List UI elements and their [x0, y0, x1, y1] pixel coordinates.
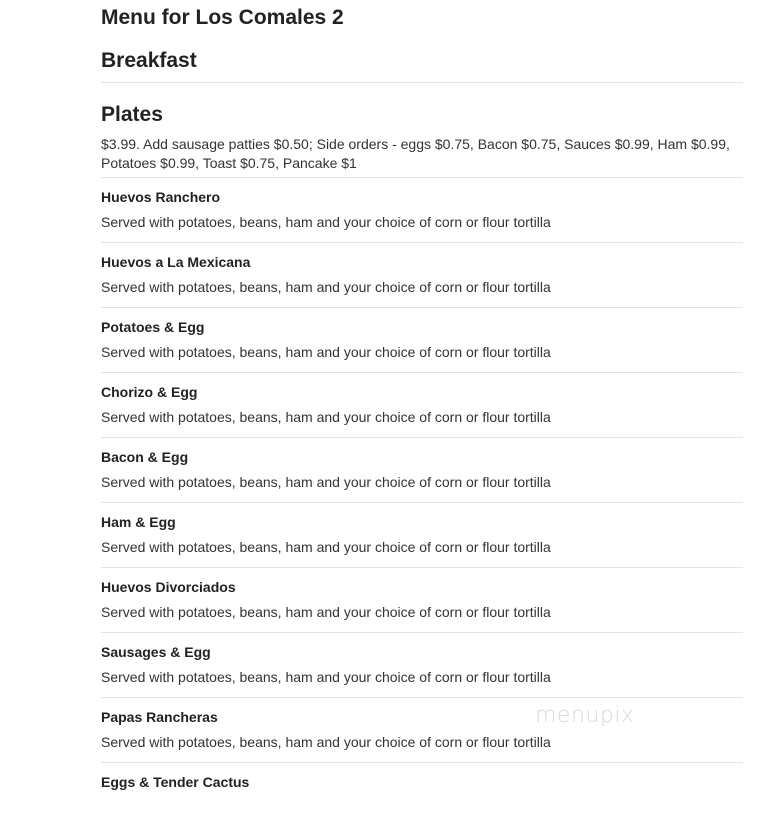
watermark-logo: menupix [535, 703, 635, 728]
menu-item [101, 242, 743, 307]
menu-item-description: Served with potatoes, beans, ham and your choice of corn or flour tortilla [101, 539, 551, 555]
menu-item [101, 502, 743, 567]
menu-item-description: Served with potatoes, beans, ham and your choice of corn or flour tortilla [101, 214, 551, 230]
menu-item [101, 567, 743, 632]
menu-item-description: Served with potatoes, beans, ham and your choice of corn or flour tortilla [101, 734, 551, 750]
menu-item-list [101, 177, 743, 827]
subsection-description: $3.99. Add sausage patties $0.50; Side orders - eggs $0.75, Bacon $0.75, Sauces $0.99, Ham $0.99, Potatoes $0.99, Toast $0.75, Pancake $1 [101, 136, 730, 171]
menu-item-name: Huevos a La Mexicana [101, 254, 251, 270]
menu-item [101, 697, 743, 762]
menu-item-description: Served with potatoes, beans, ham and your choice of corn or flour tortilla [101, 279, 551, 295]
menu-item-name: Bacon & Egg [101, 449, 189, 465]
menu-item-name: Chorizo & Egg [101, 384, 198, 400]
menu-item-name: Huevos Divorciados [101, 579, 236, 595]
section-divider [101, 82, 743, 83]
menu-item [101, 307, 743, 372]
menu-item-description: Served with potatoes, beans, ham and your choice of corn or flour tortilla [101, 604, 551, 620]
menu-item-name: Potatoes & Egg [101, 319, 205, 335]
menu-item-name: Huevos Ranchero [101, 189, 221, 205]
menu-item [101, 632, 743, 697]
menu-item [101, 372, 743, 437]
menu-item-description: Served with potatoes, beans, ham and your choice of corn or flour tortilla [101, 409, 551, 425]
section-title-breakfast: Breakfast [101, 49, 197, 72]
menu-item [101, 177, 743, 242]
menu-item-description: Served with potatoes, beans, ham and your choice of corn or flour tortilla [101, 669, 551, 685]
menu-item-name: Eggs & Tender Cactus [101, 774, 250, 790]
page-title: Menu for Los Comales 2 [101, 6, 344, 29]
menu-item [101, 762, 743, 827]
menu-item-name: Sausages & Egg [101, 644, 211, 660]
menu-item-description: Served with potatoes, beans, ham and your choice of corn or flour tortilla [101, 344, 551, 360]
subsection-title-plates: Plates [101, 103, 163, 126]
menu-item-name: Ham & Egg [101, 514, 176, 530]
menu-item-description: Served with potatoes, beans, ham and your choice of corn or flour tortilla [101, 474, 551, 490]
menu-item-name: Papas Rancheras [101, 709, 218, 725]
menu-item [101, 437, 743, 502]
